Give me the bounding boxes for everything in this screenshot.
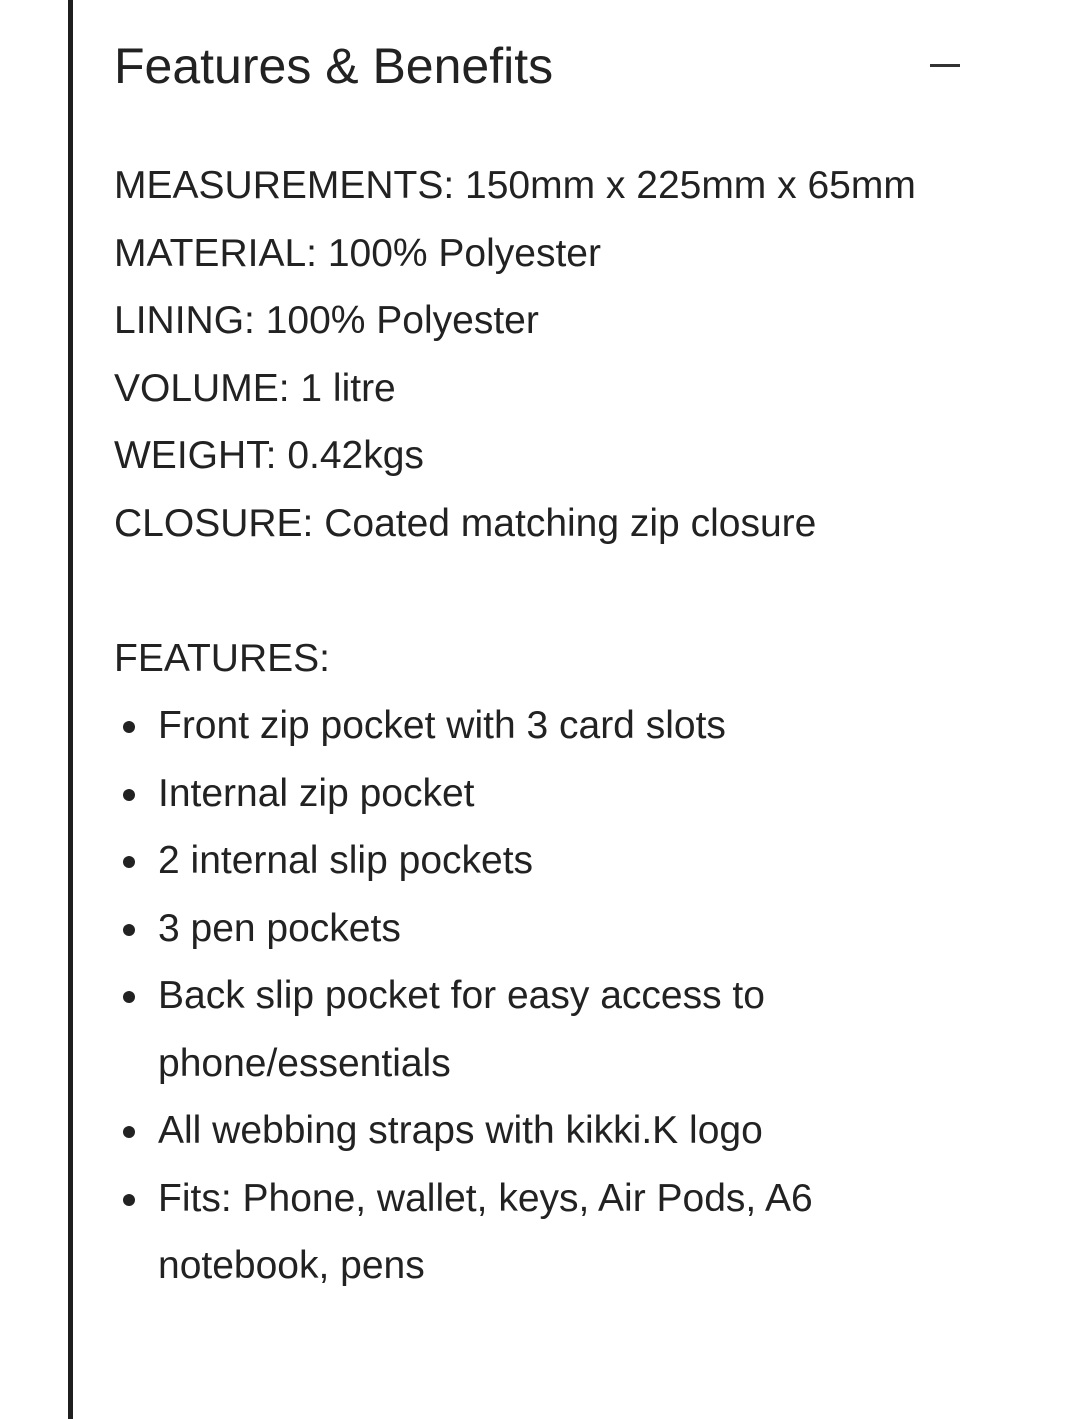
list-item: All webbing straps with kikki.K logo	[158, 1097, 974, 1165]
accordion-header[interactable]	[114, 0, 974, 132]
list-item: 2 internal slip pockets	[158, 827, 974, 895]
list-item: Internal zip pocket	[158, 760, 974, 828]
spec-closure: CLOSURE: Coated matching zip closure	[114, 501, 817, 545]
list-item: Back slip pocket for easy access to phone/essentials	[158, 962, 974, 1097]
spec-volume: VOLUME: 1 litre	[114, 366, 396, 410]
list-item: Front zip pocket with 3 card slots	[158, 692, 974, 760]
accordion-content	[114, 152, 974, 1300]
left-border-rule	[68, 0, 73, 1419]
spec-material: MATERIAL: 100% Polyester	[114, 231, 601, 275]
list-item: Fits: Phone, wallet, keys, Air Pods, A6 notebook, pens	[158, 1165, 974, 1300]
content-spacer	[114, 557, 974, 625]
features-heading: FEATURES:	[114, 636, 330, 680]
spec-weight: WEIGHT: 0.42kgs	[114, 434, 424, 477]
list-item: 3 pen pockets	[158, 895, 974, 963]
accordion-title: Features & Benefits	[114, 38, 554, 94]
feature-list	[114, 692, 974, 1300]
minus-icon	[930, 64, 960, 67]
features-benefits-accordion	[114, 0, 974, 1287]
spec-measurements: MEASUREMENTS: 150mm x 225mm x 65mm	[114, 164, 916, 207]
spec-lining: LINING: 100% Polyester	[114, 299, 539, 342]
collapse-button[interactable]	[926, 44, 966, 84]
